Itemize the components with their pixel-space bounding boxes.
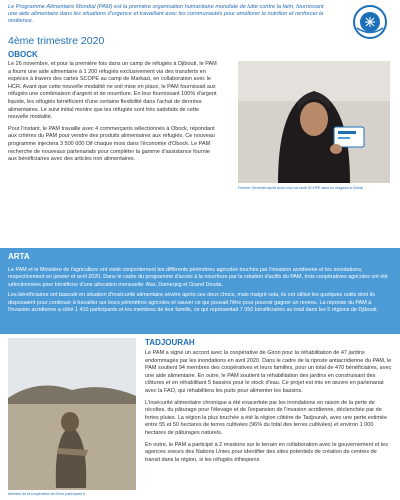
quarter-title: 4ème trimestre 2020	[8, 35, 105, 47]
obock-paragraph: Le 26 novembre, et pour la première fois dans un camp de réfugiés à Djibouti, le PAM a fourni une aide alimentaire à 1 200 réfugiés exclusivement via des transferts en espèces à travers des cartes SCOPE au camp de Markazi, en collaboration avec le HCR. Avant que cette nouvelle modalité ne soit mise en place, le PAM fournissait aux réfugiés une combinaison d'argent et de nourriture. En leur fournissant 100% d'argent liquide, les réfugiés bénéficient d'une certaine flexibilité dans l'achat de denrées alimentaires. Le suivi initial montre que les réfugiés sont très satisfaits de cette nouvelle modalité.	[8, 61, 217, 121]
obock-paragraph: Pour l'instant, le PAM travaille avec 4 commerçants sélectionnés à Obock, répondant aux critères du PAM pour vendre des produits alimentaires aux réfugiés. Ce nouveau programme injectera 3 500 000 Dif chaque mois dans l'économie d'Obock. Le PAM recherche de nouveaux partenariats pour compléter la gamme d'assistance fournie aux bénéficiaires avec des articles non alimentaires.	[8, 125, 215, 163]
obock-title: OBOCK	[8, 50, 38, 59]
wfp-logo-icon	[352, 4, 388, 40]
page-header	[0, 0, 400, 58]
tadjourah-paragraph: En outre, le PAM a participé à 2 missions sur le terrain en collaboration avec le gouvernement et les agences soeurs des Nations Unies pour identifier des sites potentiels de création de centres de transit dans la région, si les réfugiés éthiopiens	[145, 441, 388, 463]
tadjourah-text	[145, 350, 393, 468]
arta-title: ARTA	[8, 252, 30, 261]
intro-text: Le Programme Alimentaire Mondial (PAM) est la première organisation humanitaire mondiale de lutte contre la faim, fournissant une aide alimentaire dans les situations d'urgence et travaillant avec les communautés pour améliorer la nutrition et renforcer la résilience.	[8, 4, 324, 24]
arta-section	[0, 248, 400, 334]
tadjourah-caption: Membre de la coopérative de Girori participant à	[8, 492, 85, 496]
arta-paragraph: Le PAM et le Ministère de l'agriculture ont visité conjointement les différents périmètres agricoles touchés par l'invasion acridienne et les inondations, respectivement en janvier et avril 2020. Dans le cadre du programme d'accès à la nourriture par la création d'actifs du PAM, trois coopératives agricoles ont été sélectionnées pour bénéficier d'une allocation mensuelle: Atar, Damerjog et Grand Douda.	[8, 267, 388, 288]
obock-text	[8, 61, 220, 168]
arta-text	[8, 267, 390, 317]
obock-photo	[238, 61, 390, 183]
obock-caption: Femme Yéménite après avoir reçu sa carte SCOPE dans un magasin à Obock	[238, 186, 364, 190]
tadjourah-paragraph: L'insécurité alimentaire chronique a été exacerbée par les inondations en raison de la perte de récoltes, du pâturage pour l'élevage et de l'expansion de l'invasion acridienne, déclenchée par de fortes pluies. La région la plus touchée a été la région côtière de Tadjourah, avec une perte estimée entre 55 et 50 hectares de terres cultivées (96% du total des terres cultivées) et environ 1 000 hectares de pâturages naturels.	[145, 399, 388, 436]
tadjourah-paragraph: Le PAM a signé un accord avec la coopérative de Girori pour la réhabilitation de 47 jardins endommagés par les inondations en avril 2020. Dans le cadre de la riposte antiacridienne du PAM, le PAM soutient 94 membres des coopératives et leurs familles, pour un total de 470 bénéficiaires, avec une aide alimentaire. En outre, le PAM soutient la réhabilitation des jardins en construisant des clôtures et en réhabilitant 5 bassins pour le stock d'eau. Ce projet est mis en œuvre en partenariat avec la FAO, qui réhabilitera les puits pour alimenter les bassins.	[145, 350, 392, 394]
arta-paragraph: Les bénéficiaires ont basculé en situation d'insécurité alimentaire sévère après ces deux chocs, mais malgré cela, ils ont utilisé les quelques outils dont ils disposaient pour continuer à travailler sur leurs périmètres agricoles et sauver ce qui pouvait l'être pour pouvoir gagner un revenu. La réponse du PAM à l'invasion acridienne a ciblé 1 410 participants et les membres de leur famille, ce qui représentait 7 050 bénéficiaires au total dans les 5 régions de Djibouti.	[8, 292, 378, 314]
tadjourah-photo	[8, 338, 136, 490]
tadjourah-title: TADJOURAH	[145, 338, 195, 347]
cooperative-member-image	[8, 338, 136, 490]
woman-with-card-image	[238, 61, 390, 183]
